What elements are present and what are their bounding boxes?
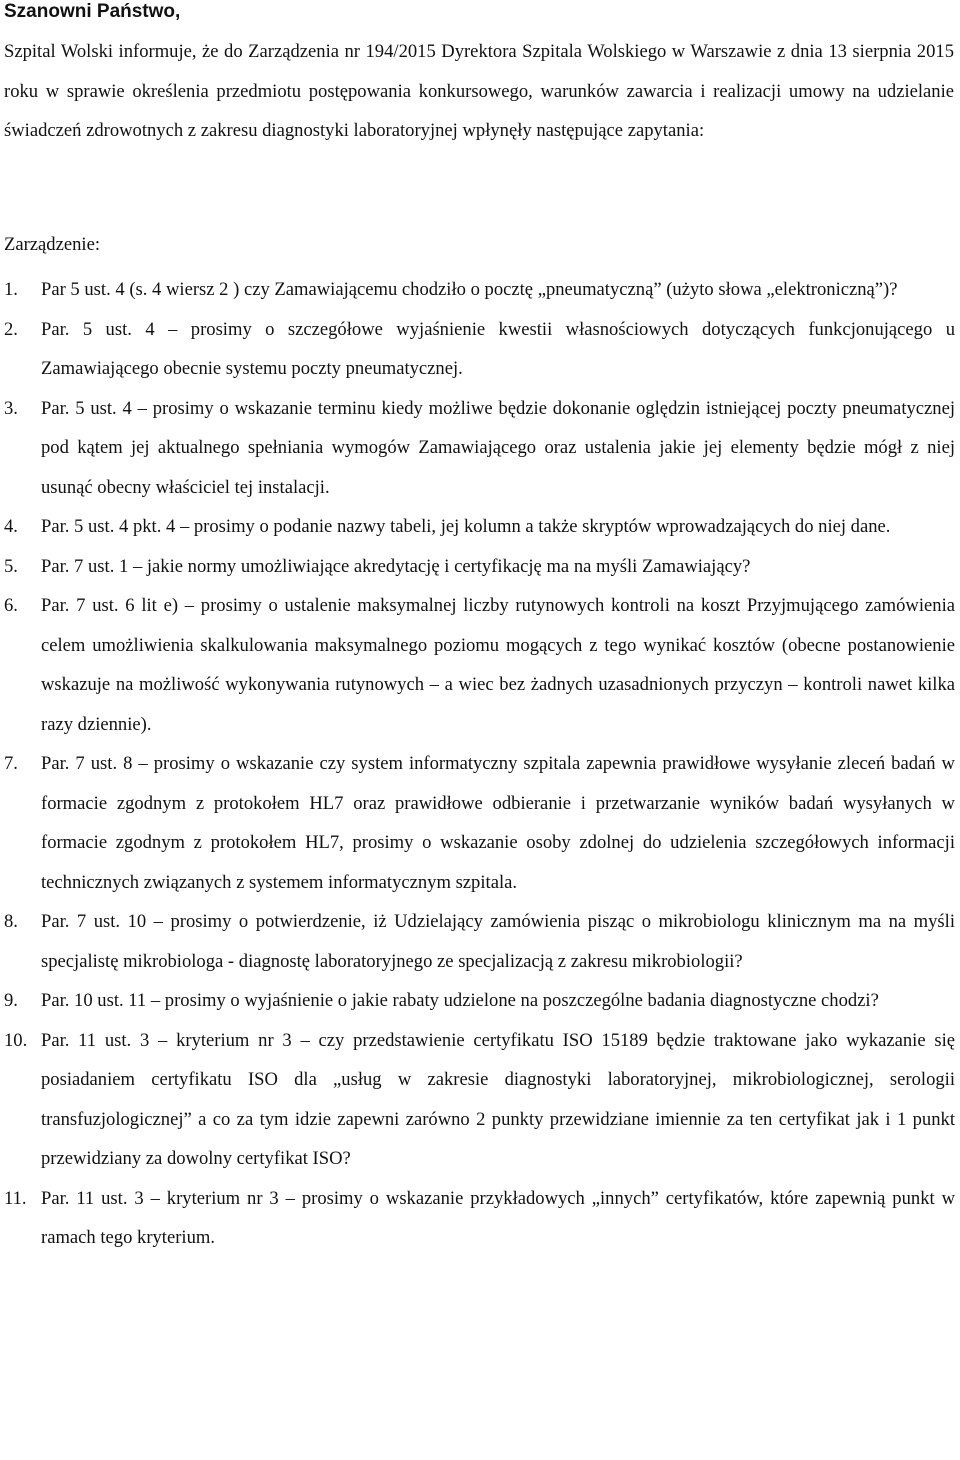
question-item-7	[0, 744, 958, 902]
question-text: Par. 5 ust. 4 – prosimy o wskazanie terminu kiedy możliwe będzie dokonanie oględzin istniejącej poczty pneumatycznej pod kątem jej aktualnego spełniania wymogów Zamawiającego oraz ustalenia jakie jej elementy będzie mógł z niej usunąć obecny właściciel tej instalacji.	[41, 397, 955, 498]
question-item-1	[0, 270, 958, 310]
question-number: 3.	[4, 397, 18, 419]
question-number: 1.	[4, 279, 18, 300]
question-item-3	[0, 389, 958, 508]
question-text: Par. 7 ust. 8 – prosimy o wskazanie czy system informatyczny szpitala zapewnia prawidłowe wysyłanie zleceń badań w formacie zgodnym z protokołem HL7 oraz prawidłowe odbieranie i przetwarzanie wyników badań wysyłanych w formacie zgodnym z protokołem HL7, prosimy o wskazanie osoby zdolnej do udzielenia szczegółowych informacji technicznych związanych z systemem informatycznym szpitala.	[41, 753, 955, 893]
question-item-11	[0, 1179, 958, 1258]
question-item-9	[0, 981, 958, 1021]
question-text: Par. 7 ust. 10 – prosimy o potwierdzenie, iż Udzielający zamówienia pisząc o mikrobiologu klinicznym ma na myśli specjalistę mikrobiologa - diagnostę laboratoryjnego ze specjalizacją z zakresu mikrobiologii?	[41, 911, 955, 972]
question-number: 2.	[4, 318, 18, 340]
section-heading: Zarządzenie:	[4, 234, 100, 255]
salutation: Szanowni Państwo,	[4, 1, 181, 22]
intro-paragraph: Szpital Wolski informuje, że do Zarządzenia nr 194/2015 Dyrektora Szpitala Wolskiego w Warszawie z dnia 13 sierpnia 2015 roku w sprawie określenia przedmiotu postępowania konkursowego, warunków zawarcia i realizacji umowy na udzielanie świadczeń zdrowotnych z zakresu diagnostyki laboratoryjnej wpłynęły następujące zapytania:	[4, 41, 954, 141]
question-number: 7.	[4, 753, 18, 774]
question-item-2	[0, 310, 958, 389]
question-number: 9.	[4, 990, 18, 1011]
question-text: Par. 5 ust. 4 pkt. 4 – prosimy o podanie nazwy tabeli, jej kolumn a także skryptów wprowadzających do niej dane.	[41, 516, 891, 537]
question-text: Par. 11 ust. 3 – kryterium nr 3 – czy przedstawienie certyfikatu ISO 15189 będzie traktowane jako wykazanie się posiadaniem certyfikatu ISO dla „usług w zakresie diagnostyki laboratoryjnej, mikrobiologicznej, serologii transfuzjologicznej” a co za tym idzie zapewni zarówno 2 punkty przewidziane imiennie za ten certyfikat jak i 1 punkt przewidziany za dowolny certyfikat ISO?	[41, 1029, 955, 1169]
question-item-8	[0, 902, 958, 981]
question-number: 4.	[4, 516, 18, 537]
question-item-6	[0, 586, 958, 744]
question-text: Par. 5 ust. 4 – prosimy o szczegółowe wyjaśnienie kwestii własnościowych dotyczących funkcjonującego u Zamawiającego obecnie systemu poczty pneumatycznej.	[41, 318, 955, 379]
question-list	[0, 270, 958, 1258]
question-text: Par. 10 ust. 11 – prosimy o wyjaśnienie o jakie rabaty udzielone na poszczególne badania diagnostyczne chodzi?	[41, 990, 879, 1011]
question-text: Par. 7 ust. 1 – jakie normy umożliwiające akredytację i certyfikację ma na myśli Zamawiający?	[41, 555, 751, 577]
question-item-10	[0, 1021, 958, 1179]
question-item-5	[0, 547, 958, 587]
question-text: Par 5 ust. 4 (s. 4 wiersz 2 ) czy Zamawiającemu chodziło o pocztę „pneumatyczną” (użyto słowa „elektroniczną”)?	[41, 279, 898, 300]
question-text: Par. 7 ust. 6 lit e) – prosimy o ustalenie maksymalnej liczby rutynowych kontroli na koszt Przyjmującego zamówienia celem umożliwienia skalkulowania maksymalnego poziomu mogących z tego wynikać kosztów (obecne postanowienie wskazuje na możliwość wykonywania rutynowych – a wiec bez żadnych uzasadnionych przyczyn – kontroli nawet kilka razy dziennie).	[41, 595, 955, 735]
question-number: 11.	[4, 1187, 27, 1209]
question-item-4	[0, 507, 958, 547]
question-number: 8.	[4, 911, 18, 932]
question-text: Par. 11 ust. 3 – kryterium nr 3 – prosimy o wskazanie przykładowych „innych” certyfikatów, które zapewnią punkt w ramach tego kryterium.	[41, 1187, 955, 1248]
question-number: 10.	[4, 1029, 28, 1051]
question-number: 6.	[4, 595, 18, 616]
question-number: 5.	[4, 555, 18, 577]
